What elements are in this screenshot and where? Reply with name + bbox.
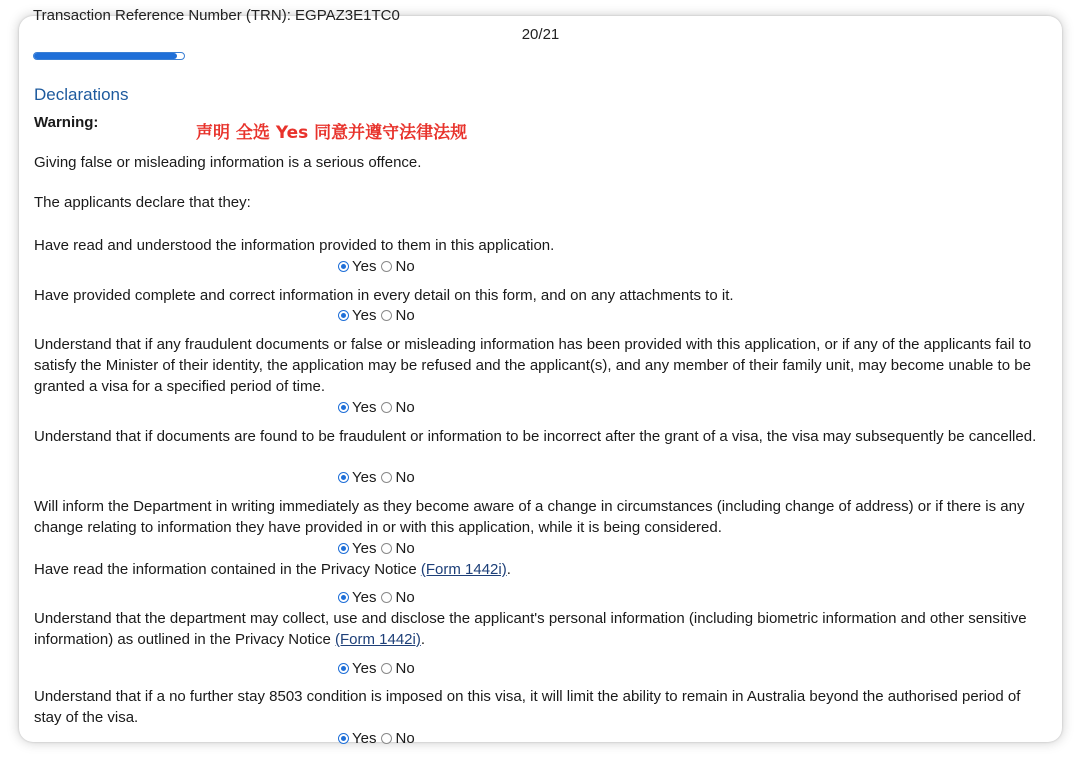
statement-6-text: Have read the information contained in the Privacy Notice xyxy=(34,561,421,578)
statement-1-yes-radio[interactable] xyxy=(338,261,349,272)
statement-7 xyxy=(34,608,1046,650)
yes-label[interactable]: Yes xyxy=(352,659,377,677)
statement-3: Understand that if any fraudulent documents or false or misleading information has been provided with this application, or if any of the applicants fail to satisfy the Minister of their identity, the application may be refused and the applicant(s), and any member of their family unit, may become unable to be granted a visa for a specified period of time. xyxy=(34,336,1032,395)
statement-5-radio-group xyxy=(338,540,420,556)
statement-2-no-radio[interactable] xyxy=(381,310,392,321)
statement-3-yes-radio[interactable] xyxy=(338,402,349,413)
statement-6-suffix: . xyxy=(506,561,511,578)
no-label[interactable]: No xyxy=(395,306,415,324)
statement-6-no-radio[interactable] xyxy=(381,592,392,603)
yes-label[interactable]: Yes xyxy=(352,539,377,557)
yes-label[interactable]: Yes xyxy=(352,306,377,324)
statement-6-yes-radio[interactable] xyxy=(338,592,349,603)
statement-8-yes-radio[interactable] xyxy=(338,733,349,744)
yes-label[interactable]: Yes xyxy=(352,398,377,416)
privacy-notice-link[interactable]: (Form 1442i) xyxy=(420,561,507,578)
statement-4-no-radio[interactable] xyxy=(381,472,392,483)
yes-label[interactable]: Yes xyxy=(352,729,377,747)
statement-6-radio-group xyxy=(338,589,420,605)
declarations-panel xyxy=(19,7,1062,747)
statement-7-radio-group xyxy=(338,660,420,676)
progress-bar-fill xyxy=(34,53,177,59)
yes-label[interactable]: Yes xyxy=(352,468,377,486)
statement-5-no-radio[interactable] xyxy=(381,543,392,554)
no-label[interactable]: No xyxy=(395,659,415,677)
statement-7-suffix: . xyxy=(420,631,426,648)
no-label[interactable]: No xyxy=(395,588,415,606)
statement-7-yes-radio[interactable] xyxy=(338,663,349,674)
statement-4-yes-radio[interactable] xyxy=(338,472,349,483)
declare-text: The applicants declare that they: xyxy=(34,194,251,211)
statement-1-no-radio[interactable] xyxy=(381,261,392,272)
section-title: Declarations xyxy=(34,85,129,104)
page-counter: 20/21 xyxy=(521,26,560,43)
annotation-note: 声明 全选 Yes 同意并遵守法律法规 xyxy=(196,123,468,143)
trn-text: Transaction Reference Number (TRN): EGPAZ3E1TC0 xyxy=(33,7,400,24)
statement-2: Have provided complete and correct information in every detail on this form, and on any attachments to it. xyxy=(34,287,734,304)
intro-text: Giving false or misleading information is a serious offence. xyxy=(34,154,422,171)
statement-5-yes-radio[interactable] xyxy=(338,543,349,554)
statement-3-radio-group xyxy=(338,399,420,415)
statement-7-text: Understand that the department may collect, use and disclose the applicant's personal information (including biometric information and other sensitive information) as outlined in the Privacy Notice xyxy=(34,610,1027,648)
statement-1-radio-group xyxy=(338,258,420,274)
progress-bar xyxy=(33,52,185,60)
statement-3-no-radio[interactable] xyxy=(381,402,392,413)
statement-8: Understand that if a no further stay 8503 condition is imposed on this visa, it will limit the ability to remain in Australia beyond the authorised period of stay of the visa. xyxy=(34,688,1021,726)
statement-6 xyxy=(34,559,1046,580)
statement-8-no-radio[interactable] xyxy=(381,733,392,744)
statement-2-radio-group xyxy=(338,307,420,323)
statement-4: Understand that if documents are found to be fraudulent or information to be incorrect after the grant of a visa, the visa may subsequently be cancelled. xyxy=(34,428,1037,445)
statement-1: Have read and understood the information provided to them in this application. xyxy=(34,237,555,254)
statement-2-yes-radio[interactable] xyxy=(338,310,349,321)
no-label[interactable]: No xyxy=(395,468,415,486)
privacy-notice-link[interactable]: (Form 1442i) xyxy=(334,631,421,648)
statement-7-no-radio[interactable] xyxy=(381,663,392,674)
no-label[interactable]: No xyxy=(395,539,415,557)
no-label[interactable]: No xyxy=(395,729,415,747)
no-label[interactable]: No xyxy=(395,398,415,416)
statement-5: Will inform the Department in writing immediately as they become aware of a change in circumstances (including change of address) or if there is any change relating to information they have provided in or with this application, while it is being considered. xyxy=(34,498,1025,536)
statement-4-radio-group xyxy=(338,469,420,485)
yes-label[interactable]: Yes xyxy=(352,257,377,275)
no-label[interactable]: No xyxy=(395,257,415,275)
statement-8-radio-group xyxy=(338,730,420,746)
yes-label[interactable]: Yes xyxy=(352,588,377,606)
warning-label: Warning: xyxy=(34,114,99,131)
